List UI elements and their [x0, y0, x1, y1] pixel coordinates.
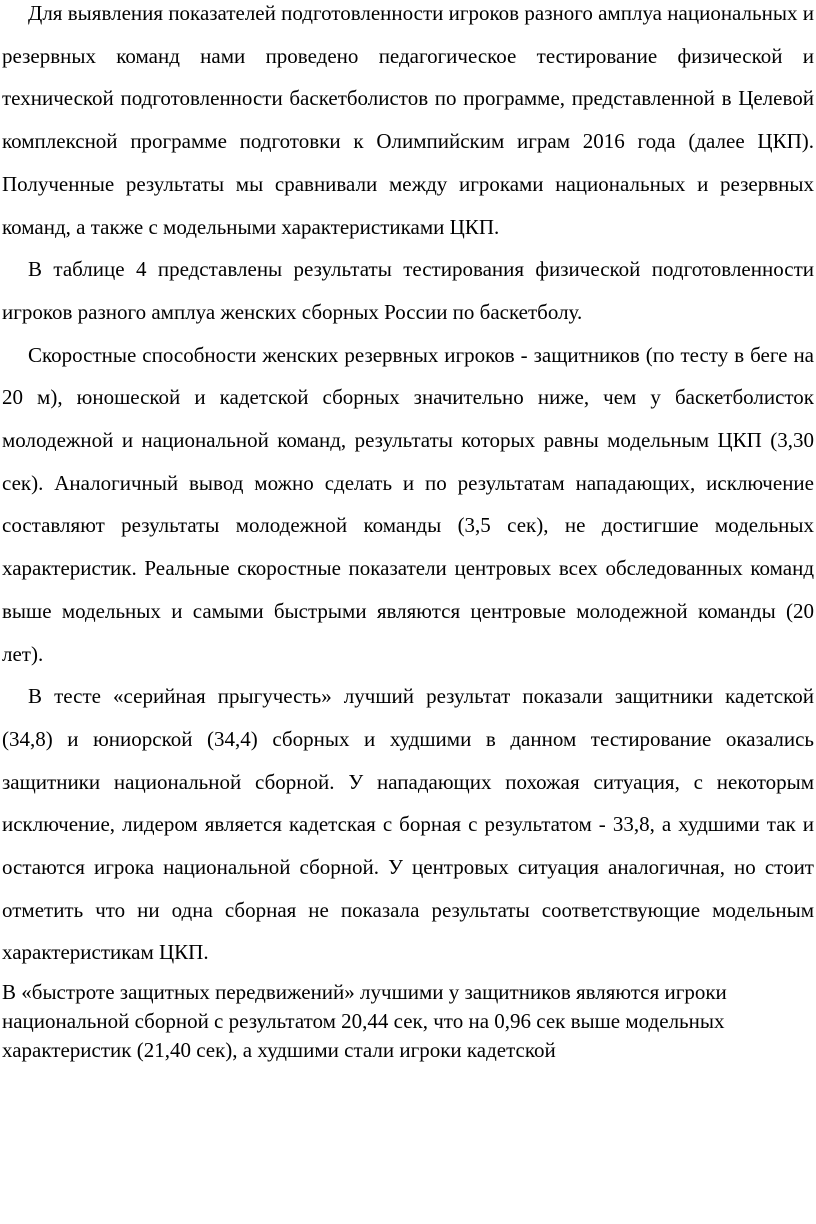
paragraph-testing-intro: Для выявления показателей подготовленности игроков разного амплуа национальных и резервных команд нами проведено педагогическое тестирование физической и технической подготовленности баскетболистов по программе, представленной в Целевой комплексной программе подготовки к Олимпийским играм 2016 года (далее ЦКП). Полученные результаты мы сравнивали между игроками национальных и резервных команд, а также с модельными характеристиками ЦКП. [2, 1, 814, 239]
paragraph-defensive-movement: В «быстроте защитных передвижений» лучшими у защитников являются игроки национальной сборной с результатом 20,44 сек, что на 0,96 сек выше модельных характеристик (21,40 сек), а худшими стали игроки кадетской [2, 980, 727, 1063]
paragraph-table-4-reference: В таблице 4 представлены результаты тестирования физической подготовленности игроков разного амплуа женских сборных России по баскетболу. [2, 257, 814, 324]
paragraph-speed-abilities: Скоростные способности женских резервных игроков - защитников (по тесту в беге на 20 м), юношеской и кадетской сборных значительно ниже, чем у баскетболисток молодежной и национальной команд, результаты которых равны модельным ЦКП (3,30 сек). Аналогичный вывод можно сделать и по результатам нападающих, исключение составляют результаты молодежной команды (3,5 сек), не достигшие модельных характеристик. Реальные скоростные показатели центровых всех обследованных команд выше модельных и самыми быстрыми являются центровые молодежной команды (20 лет). [2, 342, 814, 666]
document-body [2, 0, 814, 1065]
paragraph-serial-jumping: В тесте «серийная прыгучесть» лучший результат показали защитники кадетской (34,8) и юниорской (34,4) сборных и худшими в данном тестирование оказались защитники национальной сборной. У нападающих похожая ситуация, с некоторым исключение, лидером является кадетская с борная с результатом - 33,8, а худшими так и остаются игрока национальной сборной. У центровых ситуация аналогичная, но стоит отметить что ни одна сборная не показала результаты соответствующие модельным характеристикам ЦКП. [2, 684, 814, 965]
